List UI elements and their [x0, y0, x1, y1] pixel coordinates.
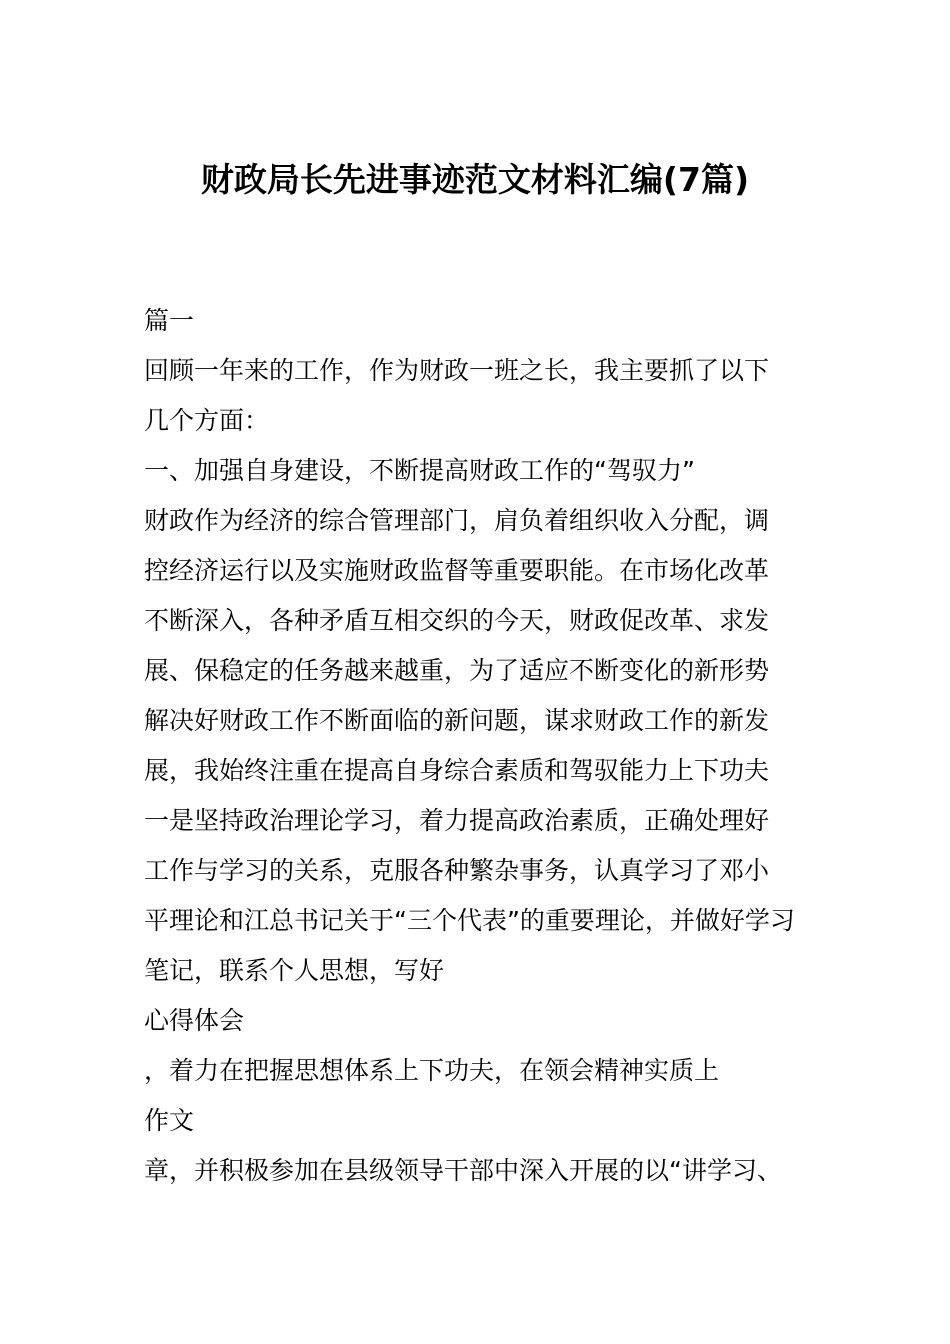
paragraph-line: 心得体会: [144, 1006, 245, 1035]
paragraph-line: 财政作为经济的综合管理部门，肩负着组织收入分配，调: [144, 506, 770, 535]
document-title: 财政局长先进事迹范文材料汇编(7篇): [200, 160, 750, 199]
paragraph-line: 作文: [144, 1106, 195, 1135]
paragraph-line: 回顾一年来的工作，作为财政一班之长，我主要抓了以下: [144, 356, 770, 385]
paragraph-line: ，着力在把握思想体系上下功夫，在领会精神实质上: [144, 1056, 720, 1085]
paragraph-line: 控经济运行以及实施财政监督等重要职能。在市场化改革: [144, 556, 770, 585]
section-heading: 篇一: [144, 306, 195, 335]
paragraph-line: 展、保稳定的任务越来越重，为了适应不断变化的新形势: [144, 656, 770, 685]
paragraph-line: 平理论和江总书记关于“三个代表”的重要理论，并做好学习: [144, 906, 795, 935]
paragraph-line: 笔记，联系个人思想，写好: [144, 956, 445, 985]
paragraph-line: 解决好财政工作不断面临的新问题，谋求财政工作的新发: [144, 706, 770, 735]
document-body: [144, 296, 814, 1196]
paragraph-line: 几个方面：: [144, 406, 270, 435]
subheading-line: 一、加强自身建设，不断提高财政工作的“驾驭力”: [144, 456, 695, 485]
paragraph-line: 不断深入，各种矛盾互相交织的今天，财政促改革、求发: [144, 606, 770, 635]
paragraph-line: 工作与学习的关系，克服各种繁杂事务，认真学习了邓小: [144, 856, 770, 885]
paragraph-line: 章，并积极参加在县级领导干部中深入开展的以“讲学习、: [144, 1156, 782, 1185]
paragraph-line: 展，我始终注重在提高自身综合素质和驾驭能力上下功夫: [144, 756, 770, 785]
paragraph-line: 一是坚持政治理论学习，着力提高政治素质，正确处理好: [144, 806, 770, 835]
